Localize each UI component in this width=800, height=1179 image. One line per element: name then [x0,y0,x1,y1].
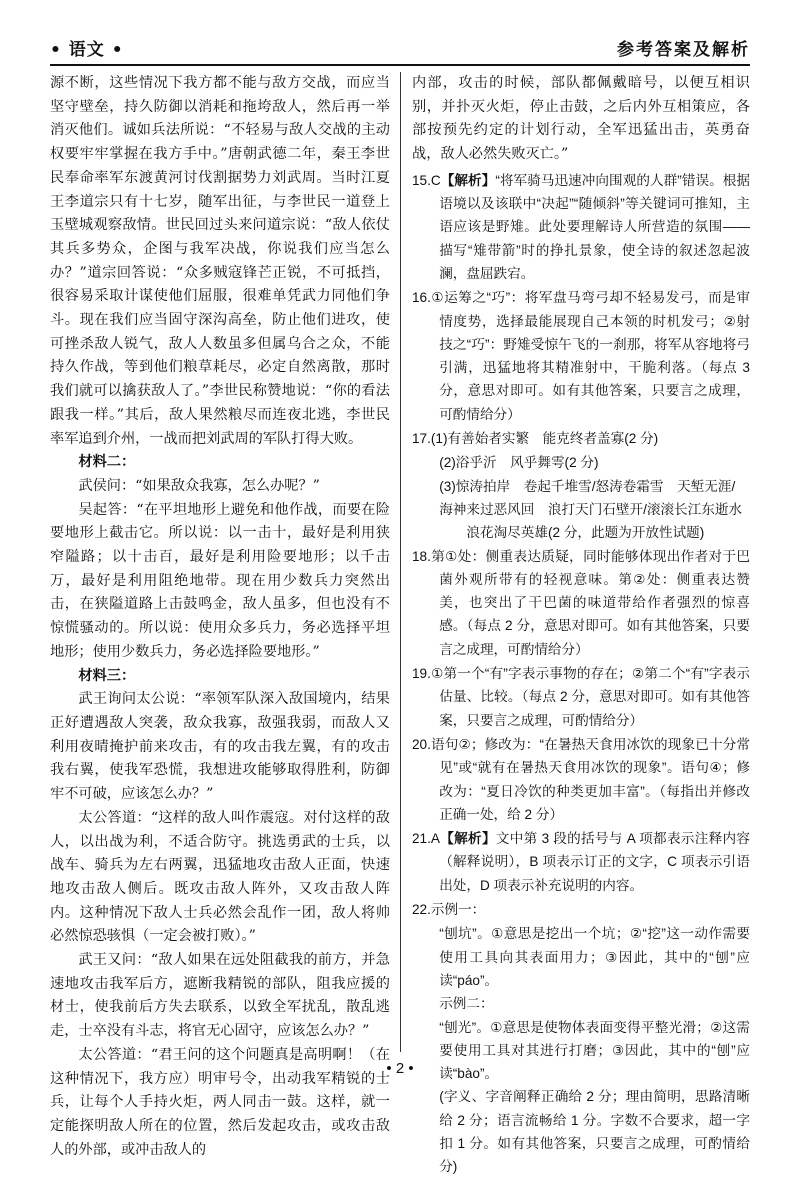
answer-21-text: 文中第 3 段的括号与 A 项都表示注释内容（解释说明），B 项表示订正的文字，C 项表示引语出处，D 项表示补充说明的内容。 [439,831,751,893]
answer-22-example-2-title: 示例二： [439,996,494,1012]
answer-19: 19.①第一个“有”字表示事物的存在；②第二个“有”字表示估量、比较。（每点 2 分，意思对即可。如有其他答案，只要言之成理，可酌情给分） [412,666,750,728]
material-2-answer: 吴起答：“在平坦地形上避免和他作战，而要在险要地形上截击它。所以说：以一击十，最好是利用狭窄隘路；以十击百，最好是利用险要地形；以千击万，最好是利用阻绝地带。现在用少数兵力突然出击，在狭隘道路上击鼓鸣金，敌人虽多，但也没有不惊慌骚动的。所以说：使用众多兵力，务必选择平坦地形；使用少数兵力，务必选择险要地形。” [50,501,390,660]
right-column [412,72,750,1179]
answer-17-2: (2)浴乎沂 风乎舞雩(2 分) [439,455,599,471]
answer-21-tag: 【解析】 [439,831,496,847]
material-3-answer-1: 太公答道：“这样的敌人叫作震寇。对付这样的敌人，以出战为利，不适合防守。挑选勇武的士兵，以战车、骑兵为左右两翼，迅猛地攻击敌人正面，快速地攻击敌人侧后。既攻击敌人阵外，又攻击敌人阵内。这种情况下敌人士兵必然会乱作一团，敌人将帅必然惊恐骇惧（一定会被打败）。” [50,809,390,945]
answer-15 [412,169,750,285]
translation-paragraph: 源不断，这些情况下我方都不能与敌方交战，而应当坚守壁垒，持久防御以消耗和拖垮敌人，然后再一举消灭他们。诚如兵法所说：“不轻易与敌人交战的主动权要牢牢掌握在我方手中。”唐朝武德二年，秦王李世民奉命率军东渡黄河讨伐割据势力刘武周。当时江夏王李道宗只有十七岁，随军出征，与李世民一道登上玉壁城观察敌情。世民回过头来问道宗说：“敌人依仗其兵多势众，企图与我军决战，你说我们应当怎么办？”道宗回答说：“众多贼寇锋芒正锐，不可抵挡，很容易采取计谋使他们屈服，很难单凭武力同他们争斗。现在我们应当固守深沟高垒，防止他们进攻，使可挫杀敌人锐气，敌人人数虽多但属乌合之众，不能持久作战，等到他们粮草耗尽，必定自然离散，那时我们就可以擒获敌人了。”李世民称赞地说：“你的看法跟我一样。”其后，敌人果然粮尽而连夜北逃，李世民率军追到介州，一战而把刘武周的军队打得大败。 [50,75,390,447]
material-3-question-1: 武王询问太公说：“率领军队深入敌国境内，结果正好遭遇敌人突袭，敌众我寡，敌强我弱，而敌人又利用夜晴掩护前来攻击，有的攻击我左翼，有的攻击我右翼，使我军恐慌，我想进攻能够取得胜利，防御牢不可破，应该怎么办？” [50,691,390,803]
answer-22-example-1: “刨坑”。①意思是挖出一个坑；②“挖”这一动作需要使用工具向其表面用力；③因此，其中的“刨”应读“páo”。 [439,926,750,988]
page-header [50,30,750,66]
column-divider [400,72,401,1052]
answer-21-number: 21.A [412,831,440,847]
material-3-answer-2: 太公答道：“君王问的这个问题真是高明啊！（在这种情况下，我方应）明审号令，出动我军精锐的士兵，让每个人手持火炬，两人同击一鼓。这样，就一定能探明敌人所在的位置，然后发起攻击，或攻击敌人的外部，或冲击敌人的 [50,1046,390,1158]
translation-continuation: 内部，攻击的时候，部队都佩戴暗号，以便互相识别，并扑灭火炬，停止击鼓，之后内外互相策应，各部按预先约定的计划行动，全军迅猛出击，英勇奋战，敌人必然失败灭亡。” [412,75,750,163]
answer-17-1: 17.(1)有善始者实繁 能克终者盖寡(2 分) [412,431,659,447]
answer-22-example-2: “刨光”。①意思是使物体表面变得平整光滑；②这需要使用工具对其进行打磨；③因此，其中的“刨”应读“bào”。 [439,1019,750,1082]
answer-21 [412,827,750,897]
answer-20: 20.语句②；修改为：“在暑热天食用冰饮的现象已十分常见”或“就有在暑热天食用冰饮的现象”。语句④；修改为：“夏日冷饮的种类更加丰富”。（每指出并修改正确一处，给 2 分） [412,736,750,822]
page-number: • 2 • [386,1060,414,1077]
answer-17-3a: (3)惊涛拍岸 卷起千堆雪/怒涛卷霜雪 天堑无涯/ [439,478,736,494]
answer-15-text: “将军骑马迅速冲向围观的人群”错误。根据语境以及该联中“决起”“随倾斜”等关键词可推知，主语应该是野雉。此处要理解诗人所营造的氛围——描写“雉带箭”时的挣扎景象，使全诗的叙述忽起波澜，盘屈跌宕。 [439,172,750,281]
answer-15-tag: 【解析】 [440,172,496,188]
answer-17-3b: 海神来过恶风回 浪打天门石壁开/滚滚长江东逝水 [439,501,743,517]
answer-16: 16.①运筹之“巧”：将军盘马弯弓却不轻易发弓，而是审情度势，选择最能展现自己本领的时机发弓；②射技之“巧”：野雉受惊午飞的一刹那，将军从容地将弓引满，迅猛地将其精准射中，干脆利落。（每点 3 分，意思对即可。如有其他答案，只要言之成理，可酌情给分） [412,290,750,422]
material-2-question: 武侯问：“如果敌众我寡，怎么办呢？” [78,477,320,494]
subject-label: • 语文 • [50,39,124,60]
answer-15-number: 15.C [412,172,441,188]
answer-22-scoring: (字义、字音阐释正确给 2 分；理由简明，思路清晰给 2 分；语言流畅给 1 分。字数不合要求，超一字扣 1 分。如有其他答案，只要言之成理，可酌情给分) [439,1089,750,1175]
answer-17-3c: 浪花淘尽英雄(2 分，此题为开放性试题) [466,525,705,541]
material-3-question-2: 武王又问：“敌人如果在远处阻截我的前方，并急速地攻击我军后方，遮断我精锐的部队，阻我应援的材士，使我前后方失去联系，以致全军扰乱，散乱逃走，士卒没有斗志，将官无心固守，应该怎么办？” [50,952,390,1040]
section-title: 参考答案及解析 [617,39,750,60]
material-2-title: 材料二： [78,454,136,471]
left-column [50,72,390,1162]
material-3-title: 材料三： [78,667,136,684]
answer-22-title: 22.示例一： [412,902,486,918]
answer-18: 18.第①处：侧重表达质疑，同时能够体现出作者对于巴菌外观所带有的轻视意味。第②处：侧重表达赞美，也突出了干巴菌的味道带给作者强烈的惊喜感。（每点 2 分，意思对即可。如有其他答案，只要言之成理，可酌情给分） [412,548,750,657]
